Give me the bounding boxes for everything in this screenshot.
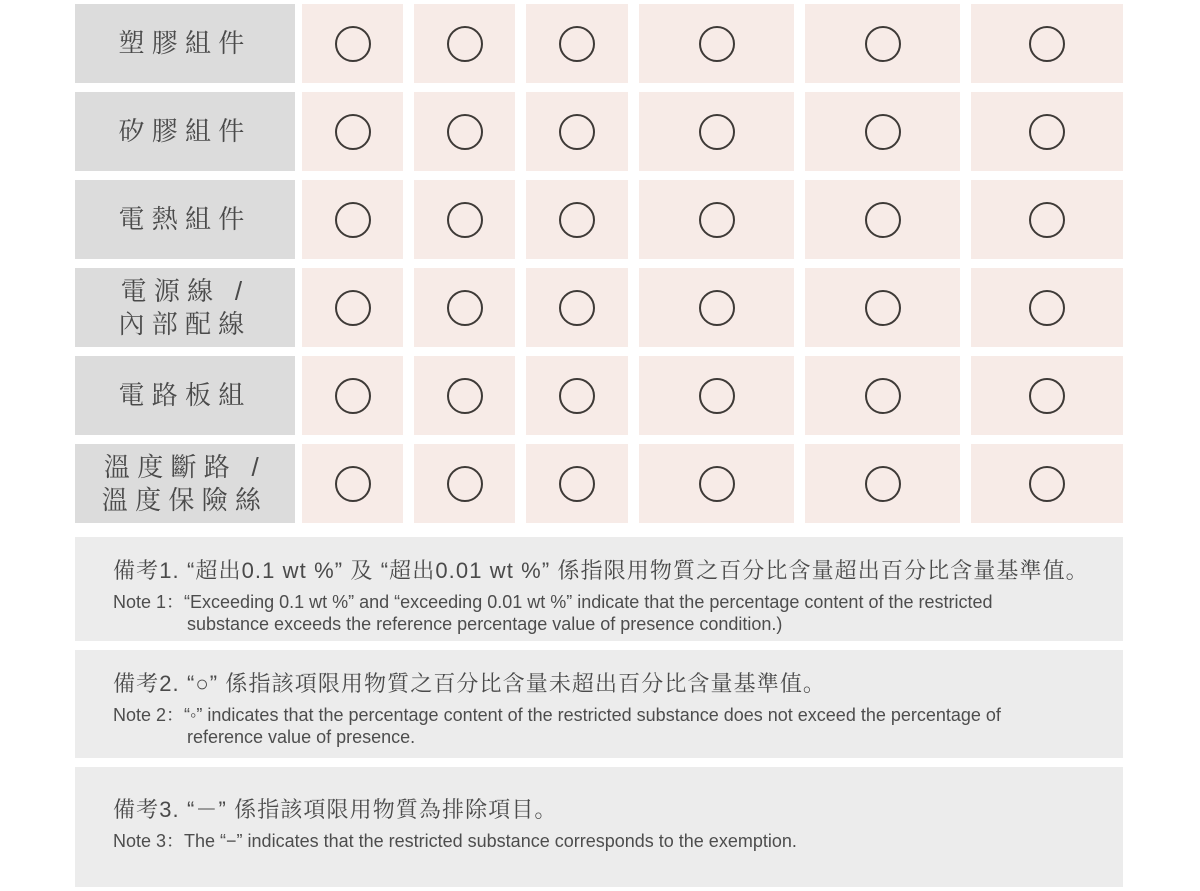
circle-mark-icon — [559, 466, 595, 502]
note-3 — [75, 767, 1123, 887]
mark-cell — [971, 444, 1123, 523]
mark-cell — [414, 180, 515, 259]
circle-mark-icon — [335, 466, 371, 502]
circle-mark-icon — [447, 26, 483, 62]
note-1-english-line-1: Note 1：“Exceeding 0.1 wt %” and “exceeding 0.01 wt %” indicate that the percentage content of the restricted — [113, 592, 993, 612]
note-1-chinese: 備考1. “超出0.1 wt %” 及 “超出0.01 wt %” 係指限用物質之百分比含量超出百分比含量基準值。 — [113, 558, 1089, 583]
circle-mark-icon — [335, 378, 371, 414]
table-row — [75, 4, 1200, 83]
mark-cell — [971, 180, 1123, 259]
mark-cell — [805, 444, 960, 523]
mark-cell — [526, 268, 628, 347]
notes-section — [75, 537, 1123, 887]
mark-cell — [805, 356, 960, 435]
note-1 — [75, 537, 1123, 641]
mark-cell — [526, 4, 628, 83]
circle-mark-icon — [335, 114, 371, 150]
component-label: 塑膠組件 — [75, 4, 295, 83]
circle-mark-icon — [865, 466, 901, 502]
circle-mark-icon — [1029, 466, 1065, 502]
component-label: 電源線 / 內部配線 — [75, 268, 295, 347]
circle-mark-icon — [699, 26, 735, 62]
mark-cell — [526, 180, 628, 259]
mark-cell — [639, 180, 794, 259]
substance-presence-table — [75, 4, 1200, 523]
circle-mark-icon — [447, 114, 483, 150]
mark-cell — [414, 268, 515, 347]
circle-mark-icon — [447, 202, 483, 238]
mark-cell — [805, 4, 960, 83]
mark-cell — [971, 356, 1123, 435]
circle-mark-icon — [335, 202, 371, 238]
table-row — [75, 444, 1200, 523]
circle-mark-icon — [335, 290, 371, 326]
component-label: 電路板組 — [75, 356, 295, 435]
circle-mark-icon — [865, 290, 901, 326]
note-2-english-line-2: reference value of presence. — [187, 726, 416, 747]
note-1-english-line-2: substance exceeds the reference percentage value of presence condition.) — [187, 613, 783, 634]
circle-mark-icon — [559, 290, 595, 326]
circle-mark-icon — [447, 466, 483, 502]
mark-cell — [805, 268, 960, 347]
circle-mark-icon — [865, 202, 901, 238]
circle-mark-icon — [699, 114, 735, 150]
circle-mark-icon — [699, 466, 735, 502]
mark-cell — [639, 92, 794, 171]
mark-cell — [414, 4, 515, 83]
circle-mark-icon — [1029, 114, 1065, 150]
mark-cell — [302, 268, 403, 347]
mark-cell — [639, 4, 794, 83]
mark-cell — [805, 180, 960, 259]
mark-cell — [639, 268, 794, 347]
circle-mark-icon — [559, 114, 595, 150]
component-label: 溫度斷路 / 溫度保險絲 — [75, 444, 295, 523]
mark-cell — [302, 4, 403, 83]
circle-mark-icon — [865, 114, 901, 150]
circle-mark-icon — [335, 26, 371, 62]
note-2-chinese: 備考2. “○” 係指該項限用物質之百分比含量未超出百分比含量基準值。 — [113, 671, 827, 696]
circle-mark-icon — [1029, 202, 1065, 238]
circle-mark-icon — [559, 202, 595, 238]
circle-mark-icon — [865, 378, 901, 414]
mark-cell — [414, 356, 515, 435]
note-3-chinese: 備考3. “－” 係指該項限用物質為排除項目。 — [113, 797, 558, 822]
mark-cell — [971, 4, 1123, 83]
mark-cell — [302, 180, 403, 259]
table-row — [75, 180, 1200, 259]
circle-mark-icon — [559, 378, 595, 414]
mark-cell — [302, 444, 403, 523]
circle-mark-icon — [699, 378, 735, 414]
table-row — [75, 268, 1200, 347]
circle-mark-icon — [559, 26, 595, 62]
note-2 — [75, 650, 1123, 758]
mark-cell — [805, 92, 960, 171]
mark-cell — [526, 444, 628, 523]
component-label: 電熱組件 — [75, 180, 295, 259]
circle-mark-icon — [1029, 290, 1065, 326]
mark-cell — [302, 356, 403, 435]
circle-mark-icon — [1029, 378, 1065, 414]
component-label: 矽膠組件 — [75, 92, 295, 171]
mark-cell — [971, 268, 1123, 347]
table-row — [75, 356, 1200, 435]
circle-mark-icon — [699, 290, 735, 326]
circle-mark-icon — [447, 290, 483, 326]
note-2-english-line-1: Note 2：“◦” indicates that the percentage content of the restricted substance does not exceed the percentage of — [113, 705, 1001, 725]
note-3-english-line-1: Note 3：The “−” indicates that the restricted substance corresponds to the exemption. — [113, 831, 797, 851]
circle-mark-icon — [865, 26, 901, 62]
mark-cell — [971, 92, 1123, 171]
mark-cell — [526, 356, 628, 435]
mark-cell — [639, 356, 794, 435]
mark-cell — [414, 444, 515, 523]
mark-cell — [302, 92, 403, 171]
mark-cell — [414, 92, 515, 171]
mark-cell — [526, 92, 628, 171]
circle-mark-icon — [1029, 26, 1065, 62]
table-row — [75, 92, 1200, 171]
mark-cell — [639, 444, 794, 523]
circle-mark-icon — [447, 378, 483, 414]
circle-mark-icon — [699, 202, 735, 238]
